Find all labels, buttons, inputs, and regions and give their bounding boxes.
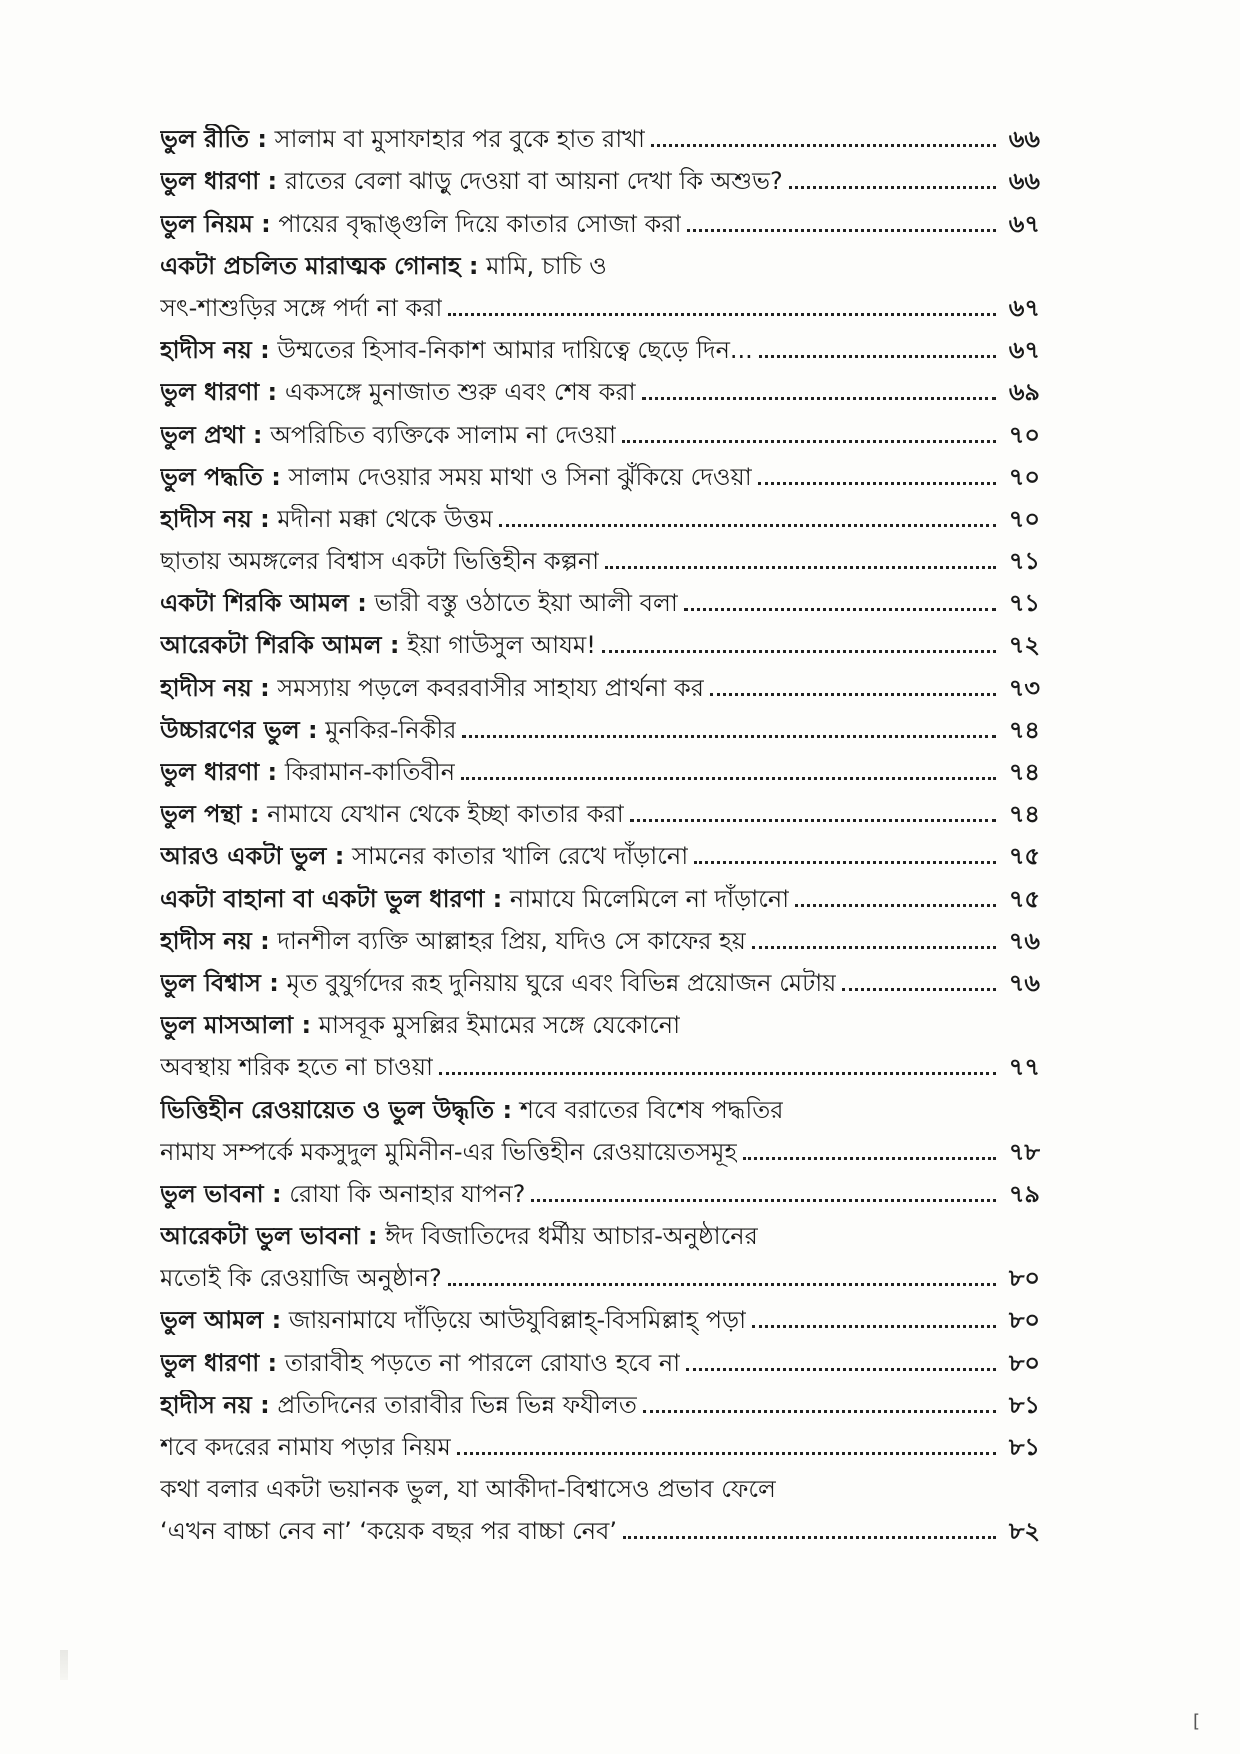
toc-entry: [160, 1125, 1040, 1167]
toc-page-number: ৭৬: [1008, 926, 1040, 955]
toc-page-number: ৭২: [1008, 631, 1040, 660]
toc-page-number: ৭৯: [1008, 1179, 1040, 1208]
toc-entry-text: [160, 715, 456, 745]
toc-entry: [160, 407, 1040, 449]
toc-entry-title: নামাযে যেখান থেকে ইচ্ছা কাতার করা: [267, 800, 624, 829]
toc-entry: [160, 1420, 1040, 1462]
toc-entry-text: [160, 1348, 680, 1378]
toc-entry-text: [160, 1052, 433, 1082]
dot-leader: [759, 354, 996, 358]
dot-leader: [461, 776, 996, 780]
toc-entry: [160, 154, 1040, 196]
dot-leader: [462, 734, 996, 738]
toc-entry: [160, 492, 1040, 534]
toc-entry: [160, 1082, 1040, 1124]
toc-entry-text: [160, 1095, 783, 1125]
toc-entry-text: [160, 335, 753, 365]
toc-entry-title: অবস্থায় শরিক হতে না চাওয়া: [160, 1053, 433, 1082]
toc-entry-label: ভুল ধারণা :: [160, 167, 278, 196]
toc-entry-text: [160, 926, 746, 956]
toc-entry-text: [160, 630, 596, 660]
dot-leader: [457, 1451, 996, 1455]
toc-entry-text: [160, 799, 624, 829]
toc-entry-title: মৃত বুযুর্গদের রূহ দুনিয়ায় ঘুরে এবং বিভিন্ন প্রয়োজন মেটায়: [286, 968, 837, 997]
page-edge-shadow: [60, 1650, 68, 1680]
toc-entry-title: শবে কদরের নামায পড়ার নিয়ম: [160, 1433, 451, 1461]
toc-entry-text: [160, 166, 783, 196]
dot-leader: [439, 1071, 996, 1075]
toc-page-number: ৭০: [1008, 504, 1040, 533]
toc-entry-label: একটা শিরকি আমল :: [160, 589, 367, 618]
toc-entry-title: ভারী বস্তু ওঠাতে ইয়া আলী বলা: [374, 589, 678, 618]
toc-entry: [160, 365, 1040, 407]
dot-leader: [752, 1324, 996, 1328]
toc-entry-title: দানশীল ব্যক্তি আল্লাহর প্রিয়, যদিও সে কাফের হয়: [277, 926, 746, 955]
toc-entry-title: সালাম বা মুসাফাহার পর বুকে হাত রাখা: [274, 125, 645, 154]
toc-page-number: ৮০: [1008, 1348, 1040, 1377]
toc-entry: [160, 1251, 1040, 1293]
toc-entry-label: হাদীস নয় :: [160, 336, 270, 365]
dot-leader: [651, 143, 996, 147]
toc-entry-text: [160, 1221, 758, 1251]
toc-entry-title: মামি, চাচি ও: [486, 251, 607, 280]
toc-page-number: ৭৪: [1008, 800, 1040, 829]
toc-entry-label: উচ্চারণের ভুল :: [160, 715, 318, 744]
dot-leader: [499, 523, 996, 527]
toc-entry-title: শবে বরাতের বিশেষ পদ্ধতির: [519, 1095, 784, 1124]
toc-page-number: ৮০: [1008, 1264, 1040, 1293]
toc-entry: [160, 1378, 1040, 1420]
toc-entry-label: হাদীস নয় :: [160, 1390, 270, 1419]
toc-entry: [160, 618, 1040, 660]
toc-entry: [160, 196, 1040, 238]
toc-entry-text: [160, 293, 442, 323]
toc-entry-label: ভুল মাসআলা :: [160, 1011, 312, 1040]
toc-entry-text: [160, 377, 636, 407]
dot-leader: [842, 987, 996, 991]
toc-page-number: ৭৪: [1008, 715, 1040, 744]
toc-entry-text: [160, 1432, 451, 1462]
toc-entry-title: মাসবূক মুসল্লির ইমামের সঙ্গে যেকোনো: [318, 1011, 681, 1040]
toc-page-number: ৭৫: [1008, 884, 1040, 913]
toc-entry-title: একসঙ্গে মুনাজাত শুরু এবং শেষ করা: [284, 378, 636, 407]
toc-entry-text: [160, 1010, 680, 1040]
toc-entry-title: রাতের বেলা ঝাড়ু দেওয়া বা আয়না দেখা কি অশুভ?: [284, 167, 783, 196]
toc-entry-text: [160, 251, 607, 281]
dot-leader: [743, 1156, 996, 1160]
toc-entry: [160, 956, 1040, 998]
toc-entry-text: [160, 546, 599, 576]
dot-leader: [710, 692, 996, 696]
toc-page-number: ৬৬: [1008, 125, 1040, 154]
toc-entry: [160, 1504, 1040, 1546]
toc-entry: [160, 450, 1040, 492]
toc-entry-label: হাদীস নয় :: [160, 673, 270, 702]
toc-entry-title: সৎ-শাশুড়ির সঙ্গে পর্দা না করা: [160, 293, 443, 322]
toc-entry-text: [160, 841, 688, 871]
toc-entry-label: ভুল প্রথা :: [160, 420, 263, 449]
dot-leader: [752, 945, 996, 949]
toc-entry-title: পায়ের বৃদ্ধাঙ্গুলি দিয়ে কাতার সোজা করা: [278, 209, 682, 238]
toc-entry-label: ভুল ধারণা :: [160, 758, 278, 786]
toc-entry-label: ভুল রীতি :: [160, 125, 268, 154]
toc-entry-title: ছাতায় অমঙ্গলের বিশ্বাস একটা ভিত্তিহীন কল্পনা: [160, 547, 600, 576]
toc-entry-label: ভুল ধারণা :: [160, 1348, 278, 1377]
toc-entry-text: [160, 1474, 776, 1504]
dot-leader: [758, 481, 996, 485]
toc-entry: [160, 1462, 1040, 1504]
toc-entry: [160, 1209, 1040, 1251]
toc-page-number: ৬৬: [1008, 167, 1040, 196]
toc-entry-label: আরও একটা ভুল :: [160, 842, 345, 871]
toc-entry-title: রোযা কি অনাহার যাপন?: [289, 1179, 526, 1208]
toc-entry: [160, 829, 1040, 871]
toc-entry-title: নামায সম্পর্কে মকসুদুল মুমিনীন-এর ভিত্তিহীন রেওয়ায়েতসমূহ: [160, 1137, 738, 1166]
toc-entry: [160, 998, 1040, 1040]
toc-page-number: ৬৯: [1008, 378, 1040, 407]
toc-page-number: ৬৭: [1008, 209, 1040, 238]
toc-entry-title: ইয়া গাউসুল আযম!: [407, 631, 596, 660]
toc-entry-title: সালাম দেওয়ার সময় মাথা ও সিনা ঝুঁকিয়ে দেওয়া: [288, 462, 752, 491]
dot-leader: [684, 607, 996, 611]
toc-entry-title: তারাবীহ পড়তে না পারলে রোযাও হবে না: [284, 1348, 681, 1377]
dot-leader: [795, 903, 996, 907]
toc-entry-text: [160, 462, 752, 492]
toc-entry-text: [160, 1516, 617, 1546]
toc-entry-text: [160, 1137, 737, 1167]
toc-entry: [160, 1040, 1040, 1082]
toc-entry: [160, 1335, 1040, 1377]
toc-entry-label: একটা বাহানা বা একটা ভুল ধারণা :: [160, 884, 503, 913]
toc-entry: [160, 534, 1040, 576]
toc-page-number: ৮০: [1008, 1306, 1040, 1335]
toc-entry-text: [160, 968, 836, 998]
toc-entry-label: ভুল পদ্ধতি :: [160, 462, 281, 491]
toc-entry-text: [160, 588, 678, 618]
toc-entry-title: মতোই কি রেওয়াজি অনুষ্ঠান?: [160, 1264, 442, 1293]
dot-leader: [448, 1282, 996, 1286]
toc-entry-label: একটা প্রচলিত মারাত্মক গোনাহ :: [160, 251, 479, 280]
toc-entry-text: [160, 1179, 525, 1209]
toc-entry-title: সমস্যায় পড়লে কবরবাসীর সাহায্য প্রার্থনা কর: [277, 673, 704, 702]
toc-entry-title: কথা বলার একটা ভয়ানক ভুল, যা আকীদা-বিশ্বাসেও প্রভাব ফেলে: [160, 1475, 776, 1504]
toc-entry-label: হাদীস নয় :: [160, 504, 270, 533]
toc-entry-text: [160, 1263, 442, 1293]
table-of-contents: [160, 112, 1040, 1546]
toc-entry-title: জায়নামাযে দাঁড়িয়ে আউযুবিল্লাহ্-বিসমিল্লাহ্ পড়া: [288, 1306, 747, 1335]
toc-entry-text: [160, 420, 616, 450]
toc-entry-title: ‘এখন বাচ্চা নেব না’ ‘কয়েক বছর পর বাচ্চা নেব’: [160, 1517, 618, 1546]
toc-entry-text: [160, 504, 493, 534]
toc-entry: [160, 281, 1040, 323]
toc-entry-label: হাদীস নয় :: [160, 926, 270, 955]
toc-entry: [160, 703, 1040, 745]
toc-page-number: ৭৪: [1008, 758, 1040, 786]
dot-leader: [623, 1535, 996, 1539]
corner-mark: [: [1192, 1711, 1200, 1732]
dot-leader: [694, 860, 996, 864]
toc-entry-title: সামনের কাতার খালি রেখে দাঁড়ানো: [352, 842, 689, 871]
toc-entry-text: [160, 1305, 746, 1335]
toc-entry-text: [160, 124, 645, 154]
dot-leader: [687, 228, 996, 232]
toc-entry: [160, 745, 1040, 787]
toc-entry-label: আরেকটা ভুল ভাবনা :: [160, 1222, 378, 1251]
toc-entry: [160, 871, 1040, 913]
dot-leader: [531, 1198, 996, 1202]
toc-entry: [160, 239, 1040, 281]
toc-entry: [160, 1167, 1040, 1209]
toc-entry: [160, 323, 1040, 365]
toc-entry-title: মুনকির-নিকীর: [325, 715, 457, 744]
toc-entry: [160, 576, 1040, 618]
dot-leader: [686, 1367, 996, 1371]
toc-page-number: ৬৭: [1008, 336, 1040, 365]
toc-page-number: ৭১: [1008, 589, 1040, 618]
toc-entry-title: প্রতিদিনের তারাবীর ভিন্ন ভিন্ন ফযীলত: [277, 1390, 637, 1419]
toc-page-number: ৮১: [1008, 1390, 1040, 1419]
toc-entry-text: [160, 884, 789, 914]
dot-leader: [605, 565, 996, 569]
toc-page-number: ৮১: [1008, 1433, 1040, 1461]
toc-entry-label: ভুল ভাবনা :: [160, 1179, 282, 1208]
toc-page-number: ৭৩: [1008, 673, 1040, 702]
toc-entry-label: ভুল নিয়ম :: [160, 209, 271, 238]
toc-entry: [160, 914, 1040, 956]
toc-entry-label: ভিত্তিহীন রেওয়ায়েত ও ভুল উদ্ধৃতি :: [160, 1095, 513, 1124]
toc-page-number: ৭৮: [1008, 1137, 1040, 1166]
toc-page-number: ৭১: [1008, 547, 1040, 576]
toc-page-number: ৮২: [1008, 1517, 1040, 1546]
toc-entry-text: [160, 209, 681, 239]
toc-page-number: ৬৭: [1008, 293, 1040, 322]
dot-leader: [642, 396, 996, 400]
toc-entry-text: [160, 757, 455, 787]
dot-leader: [789, 185, 996, 189]
toc-entry: [160, 660, 1040, 702]
toc-page-number: ৭০: [1008, 462, 1040, 491]
toc-entry-label: ভুল আমল :: [160, 1306, 282, 1335]
toc-page-number: ৭৬: [1008, 968, 1040, 997]
toc-entry-title: উম্মতের হিসাব-নিকাশ আমার দায়িত্বে ছেড়ে দিন...: [277, 336, 753, 365]
toc-entry-title: কিরামান-কাতিবীন: [284, 758, 456, 786]
toc-entry-title: নামাযে মিলেমিলে না দাঁড়ানো: [509, 884, 790, 913]
dot-leader: [448, 312, 996, 316]
toc-entry-label: ভুল বিশ্বাস :: [160, 968, 279, 997]
toc-page-number: ৭৭: [1008, 1053, 1040, 1082]
toc-entry-title: ঈদ বিজাতিদের ধর্মীয় আচার-অনুষ্ঠানের: [385, 1222, 758, 1251]
toc-page-number: ৭৫: [1008, 842, 1040, 871]
dot-leader: [630, 818, 996, 822]
toc-entry-text: [160, 673, 704, 703]
toc-entry-title: অপরিচিত ব্যক্তিকে সালাম না দেওয়া: [270, 420, 616, 449]
toc-entry-label: ভুল পন্থা :: [160, 800, 260, 829]
toc-page-number: ৭০: [1008, 420, 1040, 449]
dot-leader: [643, 1409, 996, 1413]
dot-leader: [602, 649, 996, 653]
toc-entry-label: আরেকটা শিরকি আমল :: [160, 631, 400, 660]
toc-entry: [160, 1293, 1040, 1335]
dot-leader: [622, 439, 996, 443]
toc-entry: [160, 787, 1040, 829]
toc-entry-title: মদীনা মক্কা থেকে উত্তম: [277, 504, 494, 533]
toc-entry: [160, 112, 1040, 154]
toc-entry-text: [160, 1390, 637, 1420]
toc-entry-label: ভুল ধারণা :: [160, 378, 278, 407]
